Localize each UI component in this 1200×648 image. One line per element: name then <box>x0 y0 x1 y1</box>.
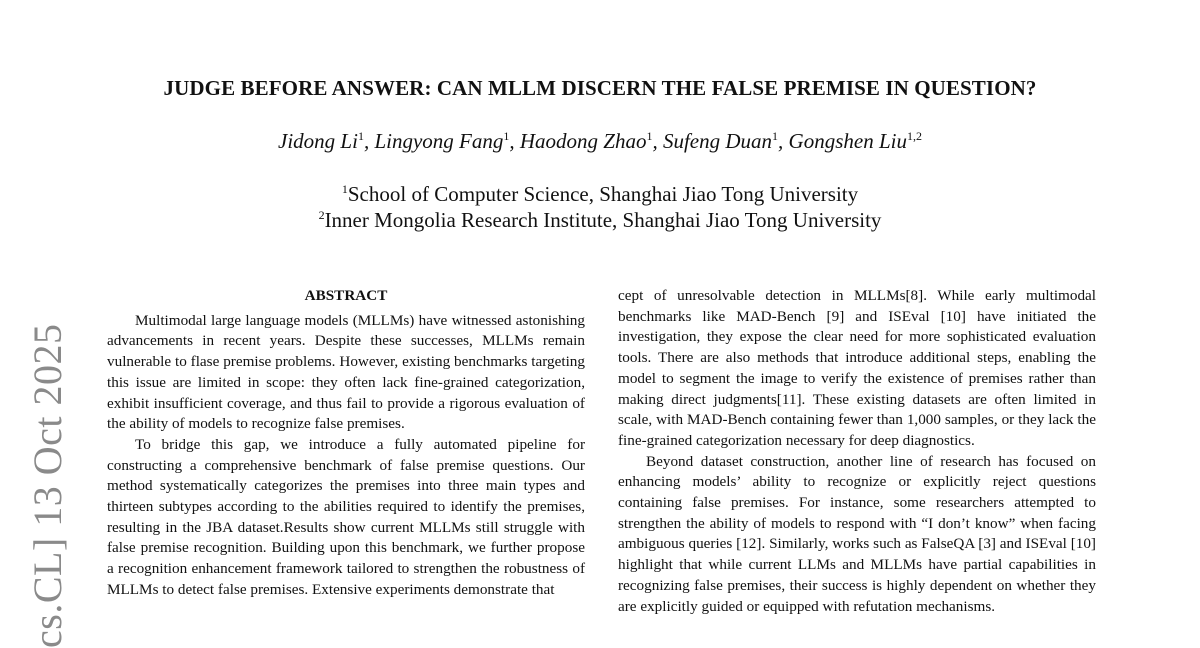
left-column <box>107 286 585 601</box>
author-list: Jidong Li$^1$, Lingyong Fang$^1$, Haodong Zhao$^1$, Sufeng Duan$^1$, Gongshen Liu$^{1,2}$ <box>278 129 922 153</box>
arxiv-side-stamp: cs.CL] 13 Oct 2025 <box>25 323 70 648</box>
abstract-paragraph-2: To bridge this gap, we introduce a fully automated pipeline for constructing a comprehensive benchmark of false premise questions. Our method systematically categorizes the premises into three main types and thirteen subtypes according to the abilities required to identify the premises, resulting in the JBA dataset.Results show current MLLMs still struggle with false premise recognition. Building upon this benchmark, we further propose a recognition enhancement framework tailored to strengthen the robustness of MLLMs to detect false premises. Extensive experiments demonstrate that <box>107 435 585 598</box>
author-name: Haodong Zhao <box>519 129 647 153</box>
paper-title: JUDGE BEFORE ANSWER: CAN MLLM DISCERN THE FALSE PREMISE IN QUESTION? <box>163 76 1037 100</box>
right-column <box>618 286 1096 617</box>
affiliation-1: $^1$School of Computer Science, Shanghai Jiao Tong University <box>341 182 859 206</box>
author-name: Lingyong Fang <box>374 129 504 153</box>
intro-paragraph-2: Beyond dataset construction, another line of research has focused on enhancing models’ ability to recognize or explicitly reject questions containing false premises. For instance, some researchers attempted to strengthen the ability of models to respond with “I don’t know” when facing ambiguous queries [12]. Similarly, works such as FalseQA [3] and ISEval [10] highlight that while current LLMs and MLLMs have partial capabilities in recognizing false premises, their success is highly dependent on whether they are explicitly guided or equipped with refutation mechanisms. <box>618 452 1096 615</box>
intro-paragraph-1: cept of unresolvable detection in MLLMs[8]. While early multimodal benchmarks like MAD-Bench [9] and ISEval [10] have initiated the investigation, they expose the clear need for more sophisticated evaluation tools. There are also methods that introduce additional steps, enabling the model to segment the image to verify the existence of premises rather than making direct judgments[11]. These existing datasets are often limited in scale, with MAD-Bench containing fewer than 1,000 samples, or they lack the fine-grained categorization necessary for deep diagnostics. <box>618 287 1096 449</box>
author-name: Sufeng Duan <box>662 129 773 153</box>
abstract-heading: ABSTRACT <box>304 287 388 304</box>
affiliation-2: $^2$Inner Mongolia Research Institute, Shanghai Jiao Tong University <box>318 208 882 232</box>
author-name: Gongshen Liu <box>788 129 907 153</box>
abstract-paragraph-1: Multimodal large language models (MLLMs) have witnessed astonishing advancements in recent years. Despite these successes, MLLMs remain vulnerable to flase premise problems. However, existing benchmarks targeting this issue are limited in scope: they often lack fine-grained categorization, exhibit insufficient coverage, and thus fail to provide a rigorous evaluation of the ability of models to recognize false premises. <box>107 311 585 433</box>
author-name: Jidong Li <box>278 129 358 153</box>
